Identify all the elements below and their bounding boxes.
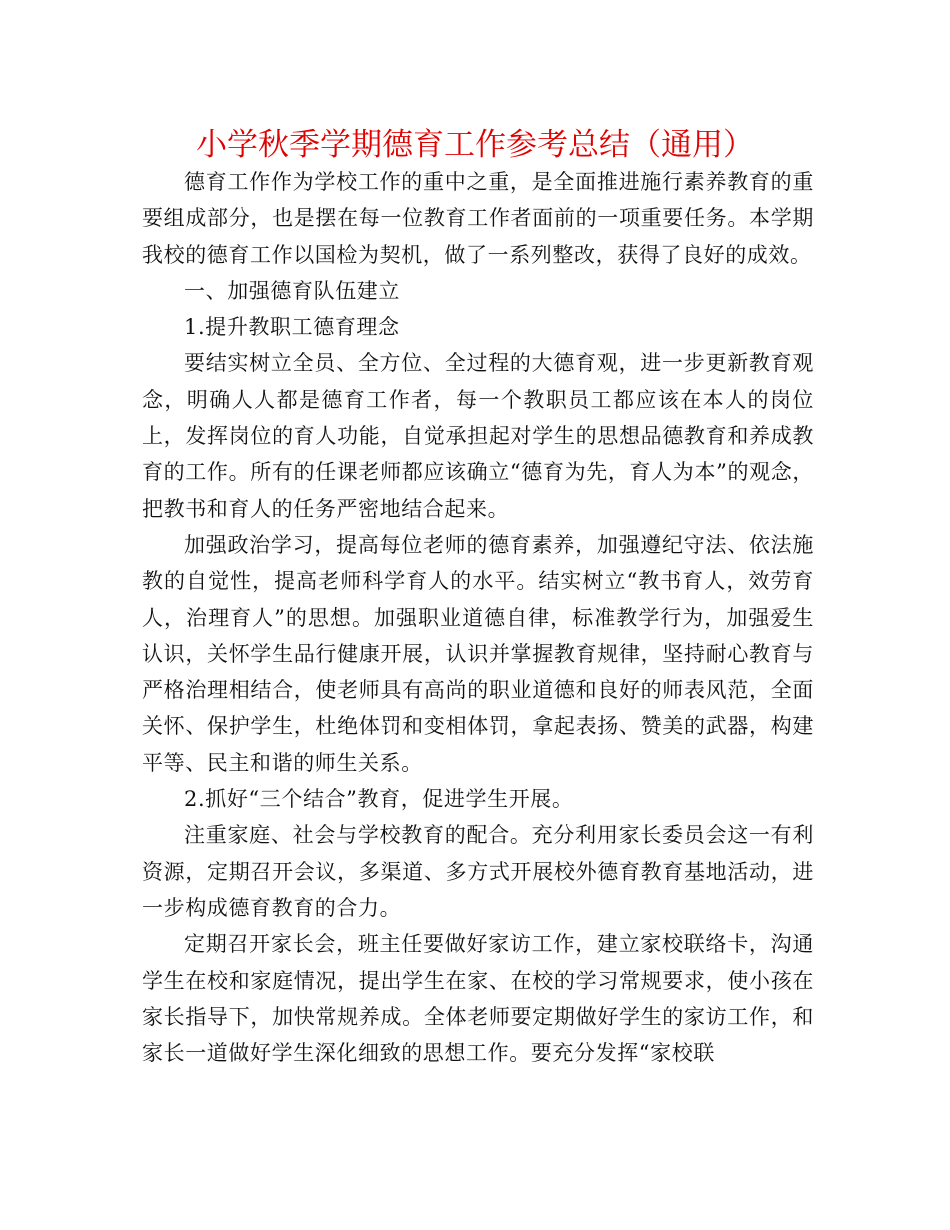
paragraph-parent-meeting: 定期召开家长会，班主任要做好家访工作，建立家校联络卡，沟通学生在校和家庭情况，提出学生在家、在校的学习常规要求，使小孩在家长指导下，加快常规养成。全体老师要定期做好学生的家访工作，和家长一道做好学生深化细致的思想工作。要充分发挥“家校联: [142, 932, 814, 1066]
paragraph-teacher-concept: 要结实树立全员、全方位、全过程的大德育观，进一步更新教育观念，明确人人都是德育工作者，每一个教职员工都应该在本人的岗位上，发挥岗位的育人功能，自觉承担起对学生的思想品德教育和养成教育的工作。所有的任课老师都应该确立“德育为先，育人为本”的观念，把教书和育人的任务严密地结合起来。: [142, 351, 814, 521]
paragraph-cooperation: 注重家庭、社会与学校教育的配合。充分利用家长委员会这一有利资源，定期召开会议，多渠道、多方式开展校外德育教育基地活动，进一步构成德育教育的合力。: [142, 823, 814, 920]
document-title: 小学秋季学期德育工作参考总结（通用）: [196, 127, 754, 163]
subheading-2: 2.抓好“三个结合”教育，促进学生开展。: [184, 787, 574, 812]
document-body: [142, 164, 814, 1071]
subheading-1: 1.提升教职工德育理念: [184, 315, 400, 340]
paragraph-intro: 德育工作作为学校工作的重中之重，是全面推进施行素养教育的重要组成部分，也是摆在每一位教育工作者面前的一项重要任务。本学期我校的德育工作以国检为契机，做了一系列整改，获得了良好的成效。: [142, 170, 814, 267]
section-heading-1: 一、加强德育队伍建立: [184, 278, 400, 303]
paragraph-political-study: 加强政治学习，提高每位老师的德育素养，加强遵纪守法、依法施教的自觉性，提高老师科学育人的水平。结实树立“教书育人，效劳育人，治理育人”的思想。加强职业道德自律，标准教学行为，加强爱生认识，关怀学生品行健康开展，认识并掌握教育规律，坚持耐心教育与严格治理相结合，使老师具有高尚的职业道德和良好的师表风范，全面关怀、保护学生，杜绝体罚和变相体罚，拿起表扬、赞美的武器，构建平等、民主和谐的师生关系。: [142, 532, 814, 775]
